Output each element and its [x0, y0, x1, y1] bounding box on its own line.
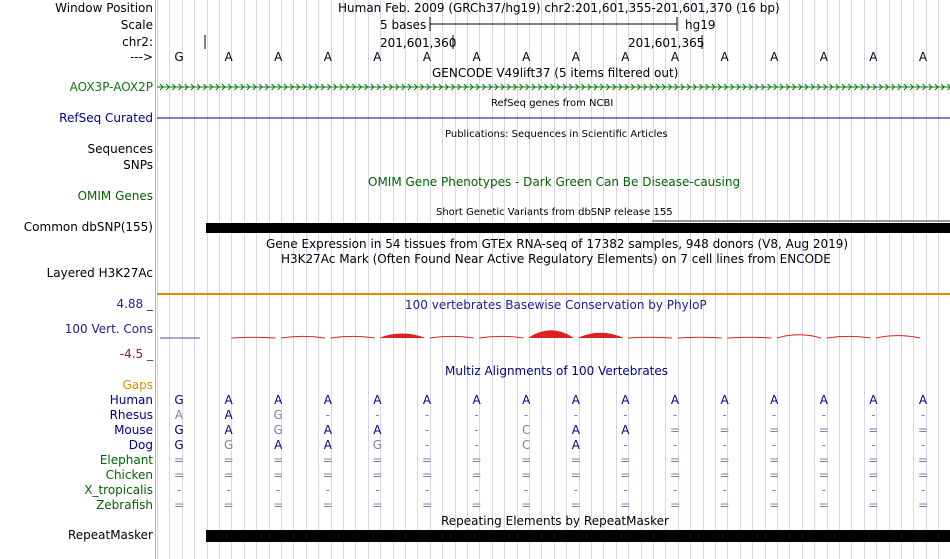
- alignment-base: -: [474, 408, 479, 422]
- species-label-zebrafish: Zebrafish: [96, 498, 153, 512]
- phylop-peak: [529, 331, 573, 338]
- sequence-base: A: [422, 50, 432, 64]
- alignment-base: -: [772, 483, 777, 497]
- alignment-base: =: [620, 453, 631, 467]
- alignment-base: =: [322, 498, 333, 512]
- alignment-base: -: [722, 408, 727, 422]
- alignment-base: -: [722, 438, 727, 452]
- alignment-base: -: [772, 438, 777, 452]
- alignment-base: A: [422, 393, 432, 407]
- alignment-base: =: [818, 498, 829, 512]
- alignment-base: =: [917, 468, 929, 482]
- alignment-base: =: [719, 453, 730, 467]
- alignment-base: -: [375, 408, 380, 422]
- alignment-base: A: [472, 393, 481, 407]
- alignment-base: =: [173, 453, 185, 467]
- alignment-base: =: [818, 453, 829, 467]
- alignment-base: -: [573, 408, 578, 422]
- alignment-base: =: [769, 468, 780, 482]
- label-gaps: Gaps: [122, 378, 153, 392]
- sequence-base: A: [770, 50, 779, 64]
- alignment-base: A: [571, 393, 580, 407]
- label-repeatmasker[interactable]: RepeatMasker: [67, 528, 153, 542]
- label-strand: --->: [129, 50, 153, 64]
- alignment-base: =: [570, 468, 581, 482]
- alignment-base: -: [821, 408, 826, 422]
- alignment-base: =: [570, 453, 581, 467]
- alignment-base: A: [274, 393, 283, 407]
- alignment-base: =: [421, 468, 433, 482]
- sequence-base: A: [522, 50, 531, 64]
- label-omim-genes[interactable]: OMIM Genes: [77, 189, 153, 203]
- alignment-base: =: [273, 468, 284, 482]
- alignment-base: G: [273, 408, 283, 422]
- alignment-base: =: [521, 468, 532, 482]
- alignment-base: A: [869, 393, 878, 407]
- alignment-base: -: [672, 483, 678, 497]
- alignment-base: G: [223, 438, 234, 452]
- alignment-base: A: [373, 393, 382, 407]
- alignment-base: =: [570, 498, 581, 512]
- alignment-base: A: [224, 423, 233, 437]
- label-scale: Scale: [120, 18, 153, 32]
- label-common-dbsnp[interactable]: Common dbSNP(155): [23, 220, 153, 234]
- alignment-base: A: [621, 393, 630, 407]
- alignment-base: G: [174, 423, 184, 437]
- species-label-mouse: Mouse: [114, 423, 153, 437]
- label-snps[interactable]: SNPs: [123, 158, 153, 172]
- alignment-base: =: [868, 468, 879, 482]
- sequence-base: G: [174, 50, 184, 64]
- repeatmasker-bar: [206, 530, 950, 542]
- phylop-peak: [430, 336, 474, 338]
- alignment-base: =: [372, 453, 383, 467]
- alignment-base: C: [521, 438, 531, 452]
- coordinate-1: 201,601,360: [380, 36, 457, 50]
- alignment-base: =: [521, 498, 532, 512]
- species-label-rhesus: Rhesus: [109, 408, 153, 422]
- phylop-peak: [777, 335, 821, 338]
- alignment-base: A: [522, 393, 531, 407]
- alignment-base: -: [226, 483, 231, 497]
- alignment-base: A: [571, 423, 580, 437]
- alignment-base: =: [669, 423, 681, 437]
- track-title-h3k27ac: H3K27Ac Mark (Often Found Near Active Regulatory Elements) on 7 cell lines from ENCODE: [281, 252, 831, 266]
- label-100-vert-cons[interactable]: 100 Vert. Cons: [64, 322, 153, 336]
- phylop-conservation-peaks: [231, 331, 920, 338]
- alignment-base: =: [471, 468, 482, 482]
- scale-text: 5 bases: [380, 18, 427, 32]
- alignment-base: -: [920, 438, 926, 452]
- alignment-base: -: [722, 483, 727, 497]
- alignment-base: G: [372, 438, 383, 452]
- label-aox3p-aox2p[interactable]: AOX3P-AOX2P: [69, 80, 153, 94]
- alignment-base: -: [375, 483, 380, 497]
- sequence-base: A: [918, 50, 928, 64]
- alignment-base: =: [521, 453, 532, 467]
- alignment-base: =: [372, 498, 383, 512]
- phylop-peak: [331, 336, 375, 338]
- label-cons-max: 4.88 _: [116, 297, 153, 311]
- alignment-base: -: [772, 408, 777, 422]
- alignment-base: -: [325, 483, 330, 497]
- alignment-base: -: [276, 483, 281, 497]
- alignment-base: A: [174, 408, 184, 422]
- phylop-peak: [628, 337, 672, 338]
- alignment-base: A: [224, 408, 233, 422]
- alignment-base: =: [273, 498, 284, 512]
- phylop-peak: [727, 337, 771, 338]
- assembly-text: hg19: [685, 18, 716, 32]
- alignment-base: =: [818, 468, 829, 482]
- alignment-base: -: [424, 408, 430, 422]
- alignment-base: =: [917, 453, 929, 467]
- sequence-base: A: [819, 50, 828, 64]
- alignment-base: =: [769, 453, 780, 467]
- alignment-base: -: [821, 438, 826, 452]
- track-title-omim: OMIM Gene Phenotypes - Dark Green Can Be Disease-causing: [368, 175, 741, 189]
- sequence-base: A: [472, 50, 481, 64]
- alignment-base: -: [176, 483, 182, 497]
- alignment-base: -: [871, 483, 876, 497]
- alignment-base: A: [670, 393, 680, 407]
- alignment-base: =: [620, 498, 631, 512]
- alignment-base: -: [623, 483, 628, 497]
- track-title-refseq: RefSeq genes from NCBI: [491, 98, 614, 109]
- alignment-base: -: [623, 408, 628, 422]
- dbsnp-bar: [206, 223, 950, 233]
- alignment-base: A: [819, 393, 828, 407]
- alignment-base: =: [868, 453, 879, 467]
- alignment-base: -: [920, 483, 926, 497]
- alignment-base: -: [474, 483, 479, 497]
- alignment-base: =: [421, 453, 433, 467]
- alignment-base: -: [821, 483, 826, 497]
- alignment-base: -: [920, 408, 926, 422]
- alignment-base: -: [871, 438, 876, 452]
- phylop-peak: [479, 336, 523, 338]
- sequence-base: A: [670, 50, 680, 64]
- alignment-base: -: [871, 408, 876, 422]
- alignment-base: G: [273, 423, 283, 437]
- alignment-base: =: [372, 468, 383, 482]
- label-refseq-curated[interactable]: RefSeq Curated: [59, 111, 153, 125]
- label-cons-min: -4.5 _: [119, 347, 153, 361]
- phylop-peak: [678, 337, 722, 338]
- coordinate-2: 201,601,365: [628, 36, 705, 50]
- alignment-base: A: [274, 438, 283, 452]
- track-title-multiz: Multiz Alignments of 100 Vertebrates: [445, 364, 669, 378]
- alignment-base: =: [223, 468, 234, 482]
- species-label-chicken: Chicken: [105, 468, 153, 482]
- alignment-base: =: [620, 468, 631, 482]
- alignment-base: -: [623, 438, 628, 452]
- alignment-base: =: [223, 453, 234, 467]
- track-title-gencode: GENCODE V49lift37 (5 items filtered out): [432, 66, 679, 80]
- alignment-base: -: [474, 423, 479, 437]
- alignment-base: -: [524, 408, 529, 422]
- alignment-base: =: [868, 498, 879, 512]
- track-title-phylop: 100 vertebrates Basewise Conservation by PhyloP: [405, 298, 707, 312]
- dbsnp-bar-highlight: [652, 220, 950, 222]
- alignment-base: =: [273, 453, 284, 467]
- alignment-base: =: [471, 453, 482, 467]
- alignment-base: A: [720, 393, 729, 407]
- alignment-base: =: [769, 498, 780, 512]
- alignment-base: -: [325, 408, 330, 422]
- alignment-base: A: [373, 423, 382, 437]
- alignment-base: A: [621, 423, 630, 437]
- alignment-base: =: [769, 423, 780, 437]
- alignment-base: =: [421, 498, 433, 512]
- alignment-base: =: [223, 498, 234, 512]
- alignment-base: =: [173, 498, 185, 512]
- alignment-base: G: [174, 438, 184, 452]
- alignment-base: =: [719, 498, 730, 512]
- alignment-base: =: [669, 468, 681, 482]
- alignment-base: =: [719, 423, 730, 437]
- alignment-base: A: [323, 393, 332, 407]
- species-label-human: Human: [109, 393, 153, 407]
- phylop-peak: [281, 336, 325, 338]
- phylop-peak: [380, 334, 424, 338]
- alignment-base: =: [818, 423, 829, 437]
- alignment-base: =: [471, 498, 482, 512]
- label-window-position: Window Position: [55, 1, 153, 15]
- track-title-dbsnp: Short Genetic Variants from dbSNP release 155: [436, 207, 673, 218]
- species-label-elephant: Elephant: [99, 453, 153, 467]
- sequence-base: A: [323, 50, 332, 64]
- sequence-base: A: [720, 50, 729, 64]
- track-title-gtex: Gene Expression in 54 tissues from GTEx RNA-seq of 17382 samples, 948 donors (V8, Aug 2019): [266, 237, 849, 251]
- species-label-dog: Dog: [128, 438, 153, 452]
- alignment-base: =: [322, 453, 333, 467]
- alignment-base: -: [424, 483, 430, 497]
- alignment-base: A: [323, 423, 332, 437]
- alignment-base: A: [323, 438, 332, 452]
- alignment-base: G: [174, 393, 184, 407]
- alignment-base: =: [669, 498, 681, 512]
- sequence-base: A: [224, 50, 233, 64]
- alignment-base: A: [770, 393, 779, 407]
- sequence-base: A: [869, 50, 878, 64]
- alignment-base: =: [868, 423, 879, 437]
- alignment-base: -: [524, 483, 529, 497]
- alignment-base: -: [672, 438, 678, 452]
- track-title-publications: Publications: Sequences in Scientific Articles: [445, 129, 668, 140]
- alignment-base: -: [672, 408, 678, 422]
- label-sequences[interactable]: Sequences: [87, 142, 153, 156]
- sequence-base: A: [621, 50, 630, 64]
- phylop-peak: [827, 336, 871, 338]
- alignment-base: A: [224, 393, 233, 407]
- alignment-base: =: [719, 468, 730, 482]
- label-chrom: chr2:: [122, 35, 153, 49]
- alignment-base: -: [573, 483, 578, 497]
- sequence-base: A: [274, 50, 283, 64]
- label-layered-h3k27ac[interactable]: Layered H3K27Ac: [46, 266, 153, 280]
- alignment-base: =: [173, 468, 185, 482]
- species-label-x_tropicalis: X_tropicalis: [84, 483, 153, 497]
- sequence-base: A: [571, 50, 580, 64]
- alignment-base: A: [918, 393, 928, 407]
- position-text: Human Feb. 2009 (GRCh37/hg19) chr2:201,601,355-201,601,370 (16 bp): [338, 1, 780, 15]
- alignment-base: A: [571, 438, 580, 452]
- alignment-base: C: [521, 423, 531, 437]
- alignment-base: -: [424, 423, 430, 437]
- sequence-base: A: [373, 50, 382, 64]
- phylop-peak: [231, 337, 275, 338]
- alignment-base: =: [669, 453, 681, 467]
- alignment-base: =: [322, 468, 333, 482]
- alignment-base: =: [917, 498, 929, 512]
- alignment-base: -: [424, 438, 430, 452]
- alignment-base: =: [917, 423, 929, 437]
- track-title-repeatmasker: Repeating Elements by RepeatMasker: [441, 514, 669, 528]
- alignment-base: -: [474, 438, 479, 452]
- phylop-peak: [579, 333, 623, 338]
- phylop-peak: [876, 336, 920, 338]
